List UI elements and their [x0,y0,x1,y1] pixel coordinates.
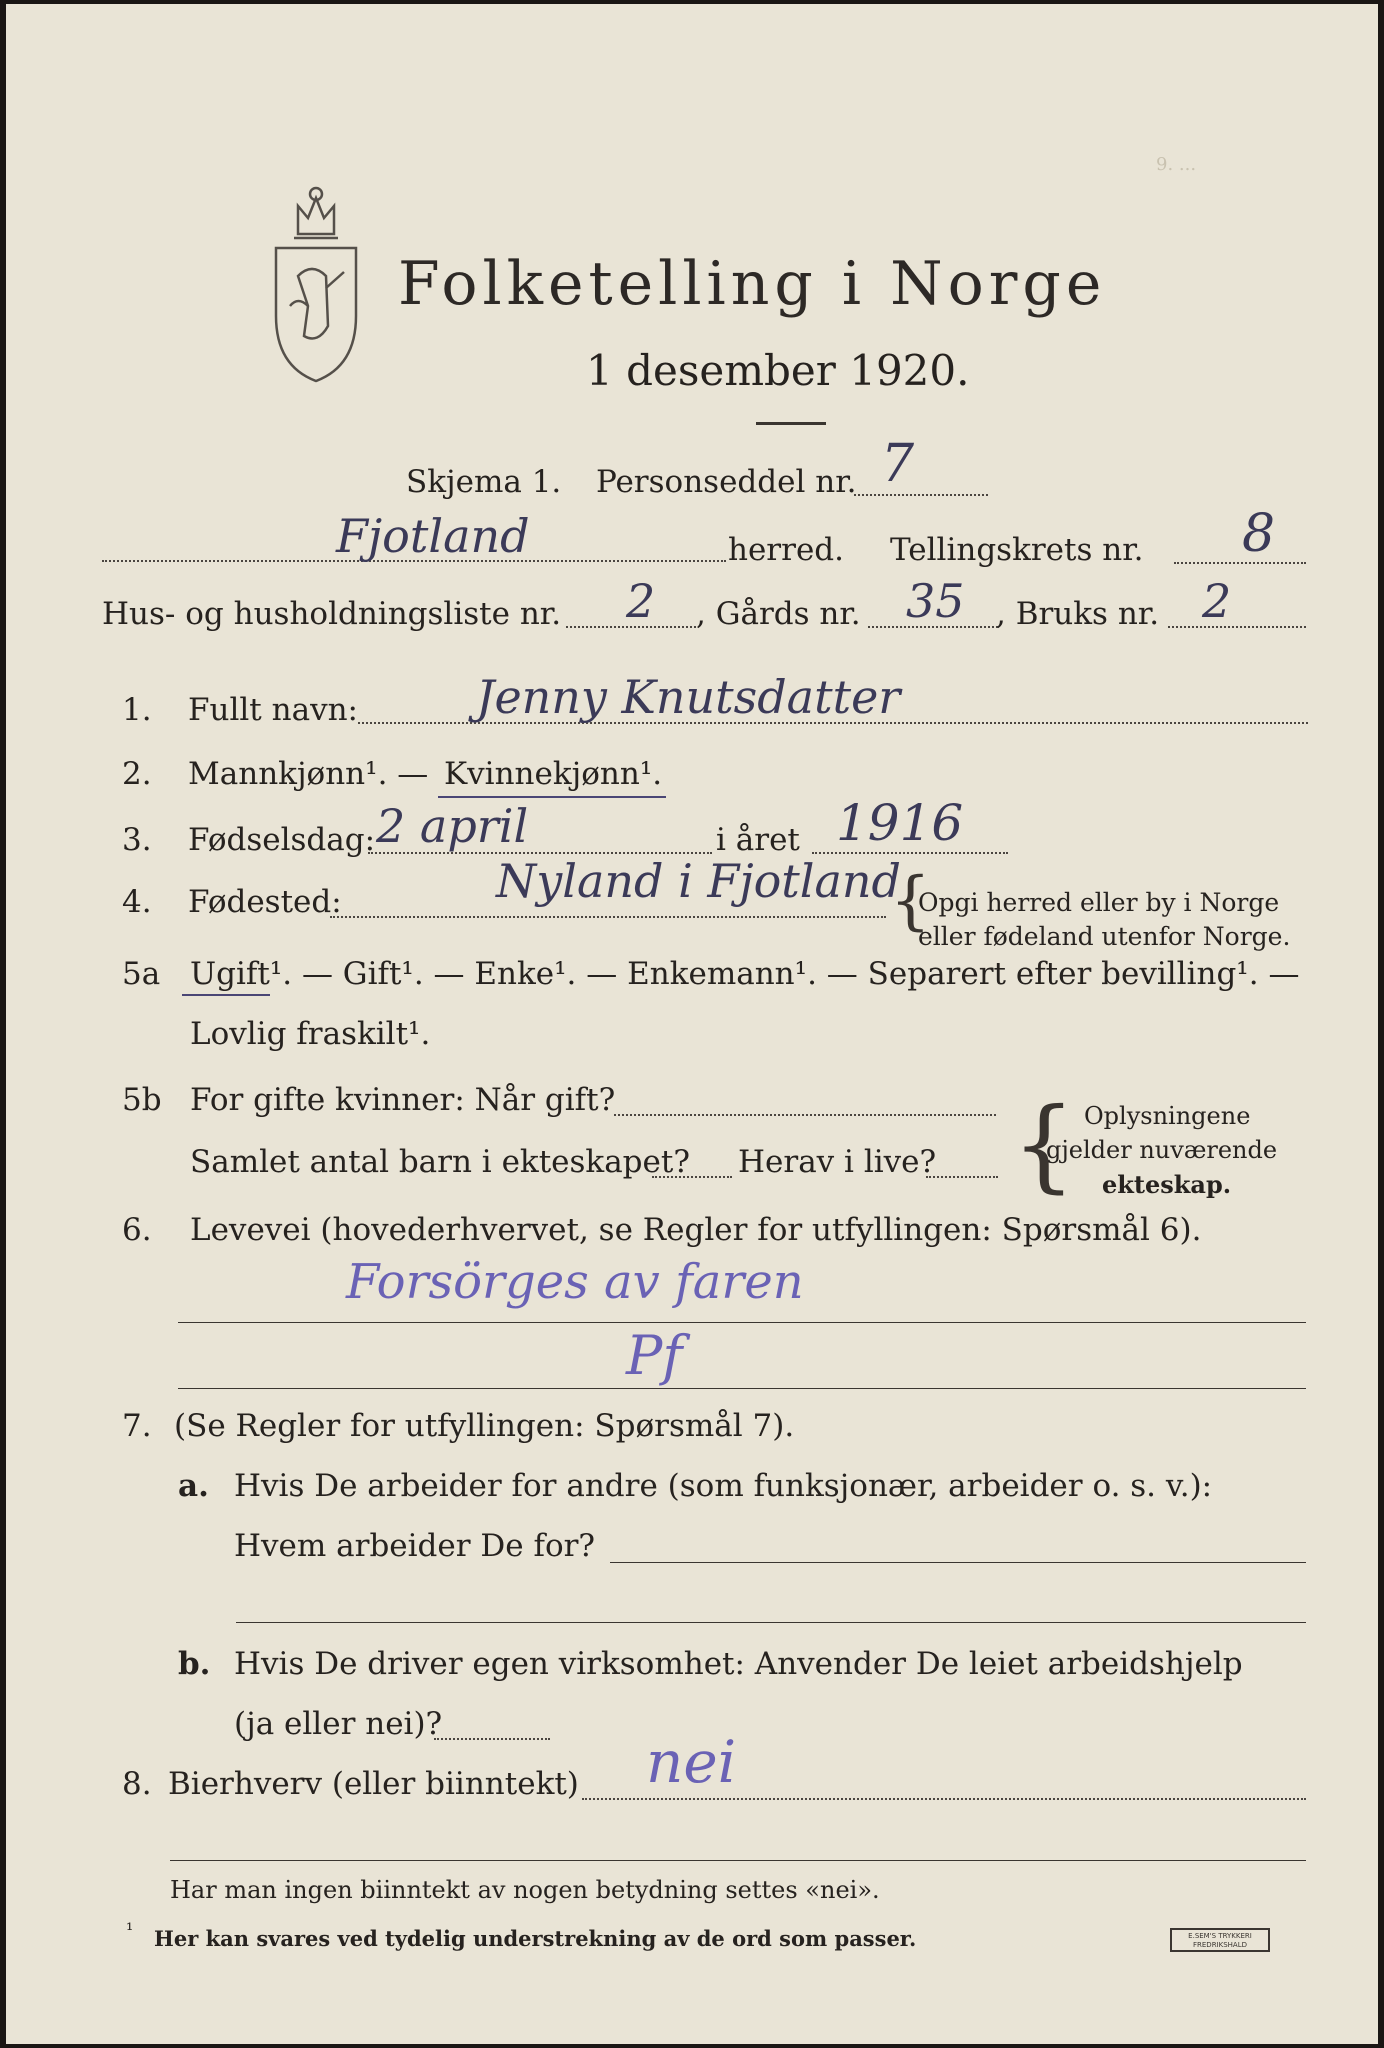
tellingskrets-label: Tellingskrets nr. [890,532,1144,568]
q6-value: Forsörges av faren [346,1254,804,1310]
personseddel-label: Personseddel nr. [596,464,857,500]
q5b-line-2a: Samlet antal barn i ekteskapet? [190,1144,690,1180]
q7a-line-2: Hvem arbeider De for? [234,1528,596,1564]
tellingskrets-line [1174,562,1306,564]
q8-value: nei [646,1728,737,1796]
q5b-brace: { [1012,1086,1076,1203]
q3-label: Fødselsdag: [188,822,376,858]
q7b-letter: b. [178,1646,211,1682]
bruks-label: , Bruks nr. [996,596,1160,632]
husholdning-value: 2 [626,574,656,628]
q4-line [330,916,886,918]
q4-number: 4. [122,884,152,920]
q3-year-label: i året [716,822,800,858]
q6-line-2 [178,1388,1306,1389]
q7-label: (Se Regler for utfyllingen: Spørsmål 7). [174,1408,795,1444]
herred-value: Fjotland [336,509,530,563]
q7a-line [610,1562,1306,1563]
herred-label: herred. [728,532,844,568]
q5a-number: 5a [122,956,161,992]
bruks-value: 2 [1202,574,1232,628]
q3-value: 2 april [376,799,529,853]
q7a-letter: a. [178,1468,209,1504]
q5a-options: Ugift¹. — Gift¹. — Enke¹. — Enkemann¹. — Separert efter bevilling¹. — [190,956,1300,992]
q8-number: 8. [122,1766,152,1802]
q6-label: Levevei (hovederhvervet, se Regler for utfyllingen: Spørsmål 6). [190,1212,1202,1248]
coat-of-arms-icon [268,176,364,386]
q5b-children-line [652,1176,732,1178]
q5b-line-2b: Herav i live? [738,1144,937,1180]
q7b-line-1: Hvis De driver egen virksomhet: Anvender De leiet arbeidshjelp [234,1646,1243,1682]
q8-label: Bierhverv (eller biinntekt) [168,1766,579,1802]
title-rule [756,422,826,425]
q5b-note-3: ekteskap. [1102,1170,1232,1199]
form-title: Folketelling i Norge [398,249,1107,319]
q5b-note-2: gjelder nuværende [1046,1136,1278,1164]
q6-number: 6. [122,1212,152,1248]
q7-number: 7. [122,1408,152,1444]
census-date: 1 desember 1920. [586,346,970,395]
q1-label: Fullt navn: [188,692,358,728]
personseddel-value: 7 [881,434,915,494]
q5b-number: 5b [122,1082,162,1118]
q4-note-2: eller fødeland utenfor Norge. [918,922,1291,951]
personseddel-line [854,494,988,496]
q5b-note-1: Oplysningene [1084,1102,1251,1130]
schema-label: Skjema 1. [406,464,562,500]
footnote-text: Her kan svares ved tydelig understrekning av de ord som passer. [154,1926,917,1951]
gards-value: 35 [906,574,965,628]
q5a-underline [182,994,270,996]
bleed-through-text: 9. ... [1156,154,1197,175]
printer-mark-line-1: E.SEM'S TRYKKERI [1188,1932,1252,1940]
q1-value: Jenny Knutsdatter [476,670,901,724]
q2-female: Kvinnekjønn¹. [444,756,663,792]
footer-note: Har man ingen biinntekt av nogen betydning settes «nei». [170,1876,880,1904]
q7b-line [434,1738,550,1740]
census-form [6,4,1378,2044]
q7b-line-2: (ja eller nei)? [234,1706,443,1742]
q5b-alive-line [926,1176,998,1178]
printer-mark-line-2: FREDRIKSHALD [1192,1941,1247,1949]
q7a-line-extra [236,1622,1306,1623]
footnote-mark: ¹ [126,1920,134,1941]
q3-number: 3. [122,822,152,858]
q5b-line-1: For gifte kvinner: Når gift? [190,1082,616,1118]
q3-year-value: 1916 [836,794,964,852]
q8-line [582,1798,1306,1800]
husholdning-label: Hus- og husholdningsliste nr. [102,596,562,632]
q6-code: Pf [626,1324,683,1387]
q5b-married-line [614,1114,996,1116]
q5a-options-2: Lovlig fraskilt¹. [190,1016,431,1052]
q6-line-1 [178,1322,1306,1323]
q7a-line-1: Hvis De arbeider for andre (som funksjonær, arbeider o. s. v.): [234,1468,1213,1504]
q4-brace: { [890,864,931,938]
tellingskrets-value: 8 [1242,504,1276,564]
q4-note-1: Opgi herred eller by i Norge [918,888,1280,917]
q2-number: 2. [122,756,152,792]
q8-line-extra [170,1860,1306,1861]
q4-label: Fødested: [188,884,342,920]
gards-label: , Gårds nr. [696,596,861,632]
q1-number: 1. [122,692,152,728]
bruks-line [1168,626,1306,628]
q2-underline [438,796,666,798]
printer-mark [1170,1928,1270,1952]
q2-male: Mannkjønn¹. — [188,756,429,792]
q4-value: Nyland i Fjotland [496,854,901,908]
